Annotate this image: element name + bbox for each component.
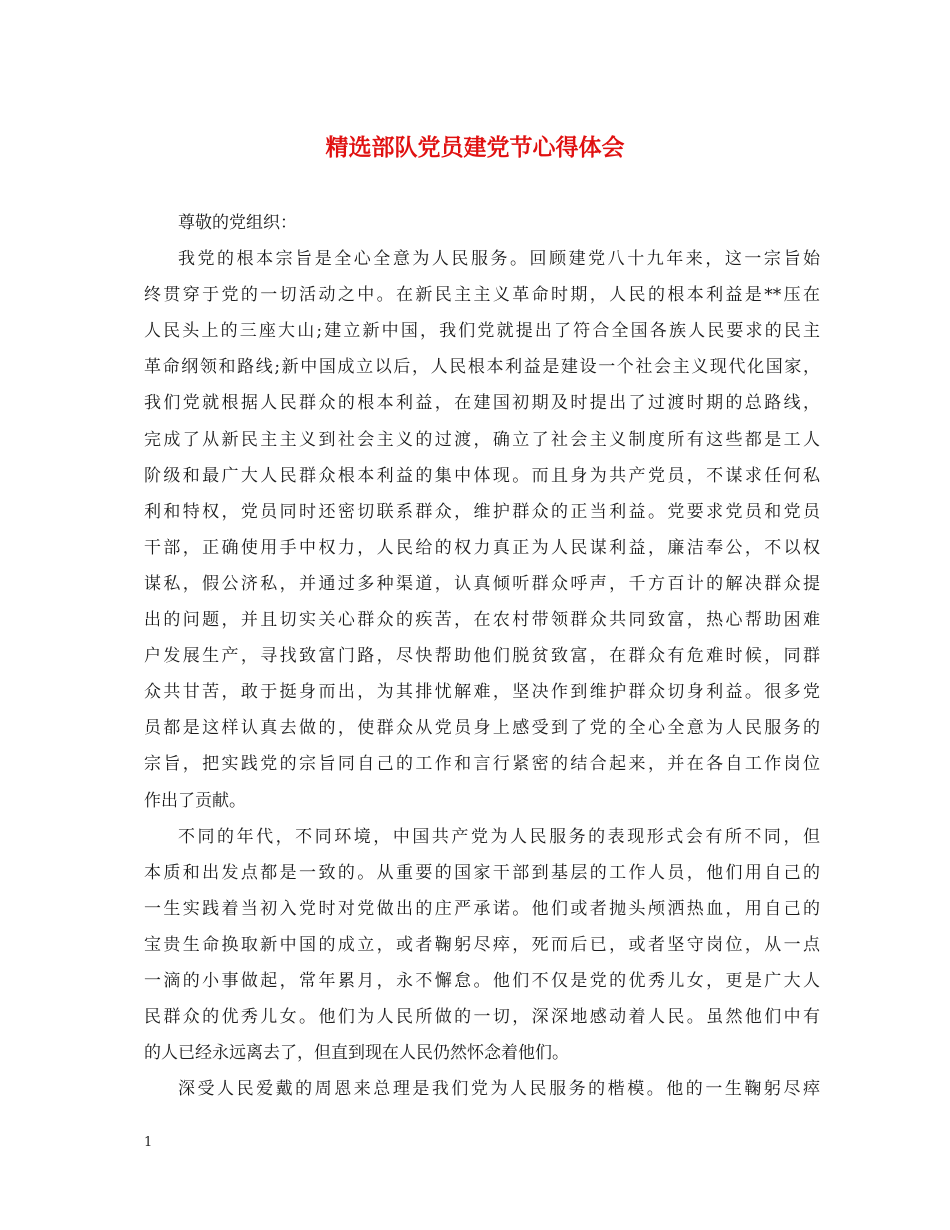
text-line: 员都是这样认真去做的，使群众从党员身上感受到了党的全心全意为人民服务的	[144, 718, 820, 739]
text-line: 本质和出发点都是一致的。从重要的国家干部到基层的工作人员，他们用自己的	[144, 862, 820, 883]
text-line: 我党的根本宗旨是全心全意为人民服务。回顾建党八十九年来，这一宗旨始	[178, 249, 820, 270]
text-line: 革命纲领和路线;新中国成立以后，人民根本利益是建设一个社会主义现代化国家，	[144, 357, 820, 378]
text-line: 我们党就根据人民群众的根本利益，在建国初期及时提出了过渡时期的总路线，	[144, 393, 820, 414]
text-line: 干部，正确使用手中权力，人民给的权力真正为人民谋利益，廉洁奉公，不以权	[144, 537, 820, 558]
text-line: 谋私，假公济私，并通过多种渠道，认真倾听群众呼声，千方百计的解决群众提	[144, 573, 820, 594]
text-line: 深受人民爱戴的周恩来总理是我们党为人民服务的楷模。他的一生鞠躬尽瘁	[178, 1079, 820, 1100]
paragraph	[144, 1071, 820, 1107]
salutation: 尊敬的党组织：	[178, 213, 297, 233]
text-line: 众共甘苦，敢于挺身而出，为其排忧解难，坚决作到维护群众切身利益。很多党	[144, 682, 820, 703]
text-line: 利和特权，党员同时还密切联系群众，维护群众的正当利益。党要求党员和党员	[144, 501, 820, 522]
text-line: 终贯穿于党的一切活动之中。在新民主主义革命时期，人民的根本利益是**压在	[144, 285, 820, 306]
page-number: 1	[144, 1135, 153, 1150]
document-title: 精选部队党员建党节心得体会	[325, 134, 625, 161]
text-line: 一滴的小事做起，常年累月，永不懈怠。他们不仅是党的优秀儿女，更是广大人	[144, 970, 820, 991]
text-line: 户发展生产，寻找致富门路，尽快帮助他们脱贫致富，在群众有危难时候，同群	[144, 646, 820, 667]
text-line: 一生实践着当初入党时对党做出的庄严承诺。他们或者抛头颅洒热血，用自己的	[144, 898, 820, 919]
text-line: 完成了从新民主主义到社会主义的过渡，确立了社会主义制度所有这些都是工人	[144, 429, 820, 450]
paragraphs-container	[144, 241, 820, 1107]
text-line: 民群众的优秀儿女。他们为人民所做的一切，深深地感动着人民。虽然他们中有	[144, 1007, 820, 1028]
text-line: 人民头上的三座大山;建立新中国，我们党就提出了符合全国各族人民要求的民主	[144, 321, 820, 342]
text-line: 作出了贡献。	[144, 790, 246, 811]
text-line: 不同的年代，不同环境，中国共产党为人民服务的表现形式会有所不同，但	[178, 826, 820, 847]
paragraph	[144, 819, 820, 1072]
text-line: 出的问题，并且切实关心群众的疾苦，在农村带领群众共同致富，热心帮助困难	[144, 610, 820, 631]
text-line: 宝贵生命换取新中国的成立，或者鞠躬尽瘁，死而后已，或者坚守岗位，从一点	[144, 934, 820, 955]
text-line: 宗旨，把实践党的宗旨同自己的工作和言行紧密的结合起来，并在各自工作岗位	[144, 754, 820, 775]
text-line: 的人已经永远离去了，但直到现在人民仍然怀念着他们。	[144, 1043, 569, 1064]
paragraph	[144, 241, 820, 819]
text-line: 阶级和最广大人民群众根本利益的集中体现。而且身为共产党员，不谋求任何私	[144, 465, 820, 486]
document-body	[144, 205, 820, 1107]
